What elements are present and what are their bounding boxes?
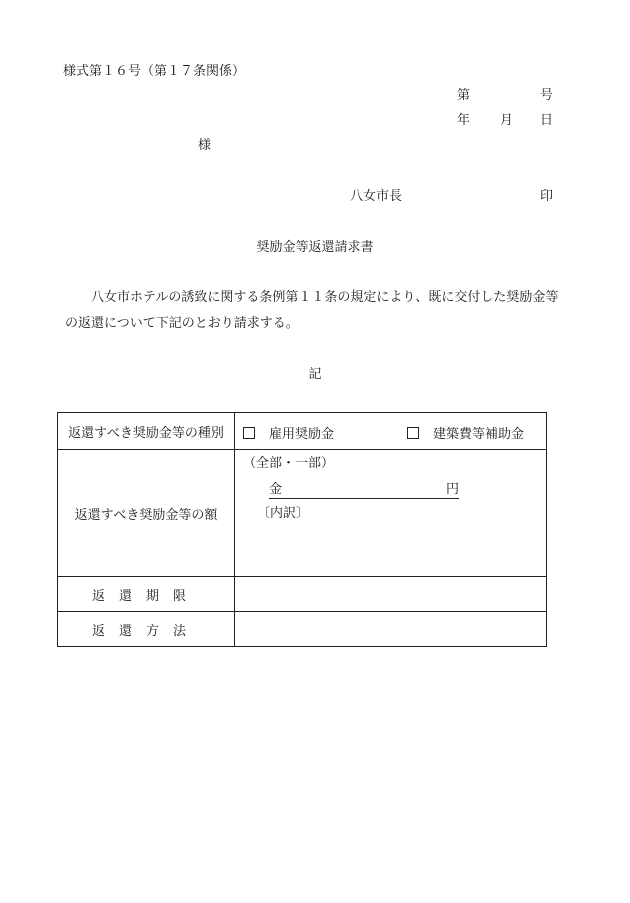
date-month: 月 bbox=[500, 113, 514, 128]
checkbox-construction[interactable] bbox=[407, 427, 419, 439]
checkbox-employment[interactable] bbox=[243, 427, 255, 439]
refund-form-table bbox=[57, 412, 547, 647]
amount-label-cell bbox=[58, 450, 235, 577]
table-row bbox=[58, 612, 547, 647]
amount-scope: （全部・一部） bbox=[243, 456, 335, 471]
addressee-suffix: 様 bbox=[198, 138, 212, 153]
sender-name: 八女市長 bbox=[350, 189, 403, 204]
option-employment-subsidy[interactable] bbox=[243, 423, 334, 442]
type-label-cell bbox=[58, 413, 235, 450]
body-paragraph bbox=[65, 285, 565, 337]
deadline-label-cell bbox=[58, 577, 235, 612]
option-construction-label: 建築費等補助金 bbox=[433, 427, 525, 442]
table-row bbox=[58, 577, 547, 612]
amount-unit: 円 bbox=[445, 482, 459, 497]
method-value-cell[interactable] bbox=[235, 612, 547, 647]
document-title: 奨励金等返還請求書 bbox=[256, 240, 374, 255]
table-row bbox=[58, 450, 547, 577]
option-employment-label: 雇用奨励金 bbox=[269, 427, 335, 442]
method-label: 返還方法 bbox=[91, 623, 200, 639]
date-day: 日 bbox=[540, 113, 554, 128]
seal-mark: 印 bbox=[540, 189, 554, 204]
type-options-cell bbox=[235, 413, 547, 450]
deadline-label: 返還期限 bbox=[91, 588, 200, 604]
doc-number-prefix: 第 bbox=[457, 88, 471, 103]
method-label-cell bbox=[58, 612, 235, 647]
doc-number-suffix: 号 bbox=[540, 88, 554, 103]
amount-label: 返還すべき奨励金等の額 bbox=[74, 507, 218, 523]
ki-heading: 記 bbox=[308, 367, 322, 382]
form-number: 様式第１６号（第１７条関係） bbox=[63, 64, 246, 79]
deadline-value-cell[interactable] bbox=[235, 577, 547, 612]
amount-underline bbox=[269, 482, 459, 499]
table-row bbox=[58, 413, 547, 450]
amount-cell bbox=[235, 450, 547, 577]
body-paragraph-text: 八女市ホテルの誘致に関する条例第１１条の規定により、既に交付した奨励金等の返還について下記のとおり請求する。 bbox=[65, 290, 559, 331]
amount-prefix: 金 bbox=[269, 482, 283, 497]
type-label: 返還すべき奨励金等の種別 bbox=[68, 425, 224, 441]
option-construction-subsidy[interactable] bbox=[407, 423, 524, 442]
date-year: 年 bbox=[457, 113, 471, 128]
breakdown-label: 〔内訳〕 bbox=[257, 506, 310, 521]
